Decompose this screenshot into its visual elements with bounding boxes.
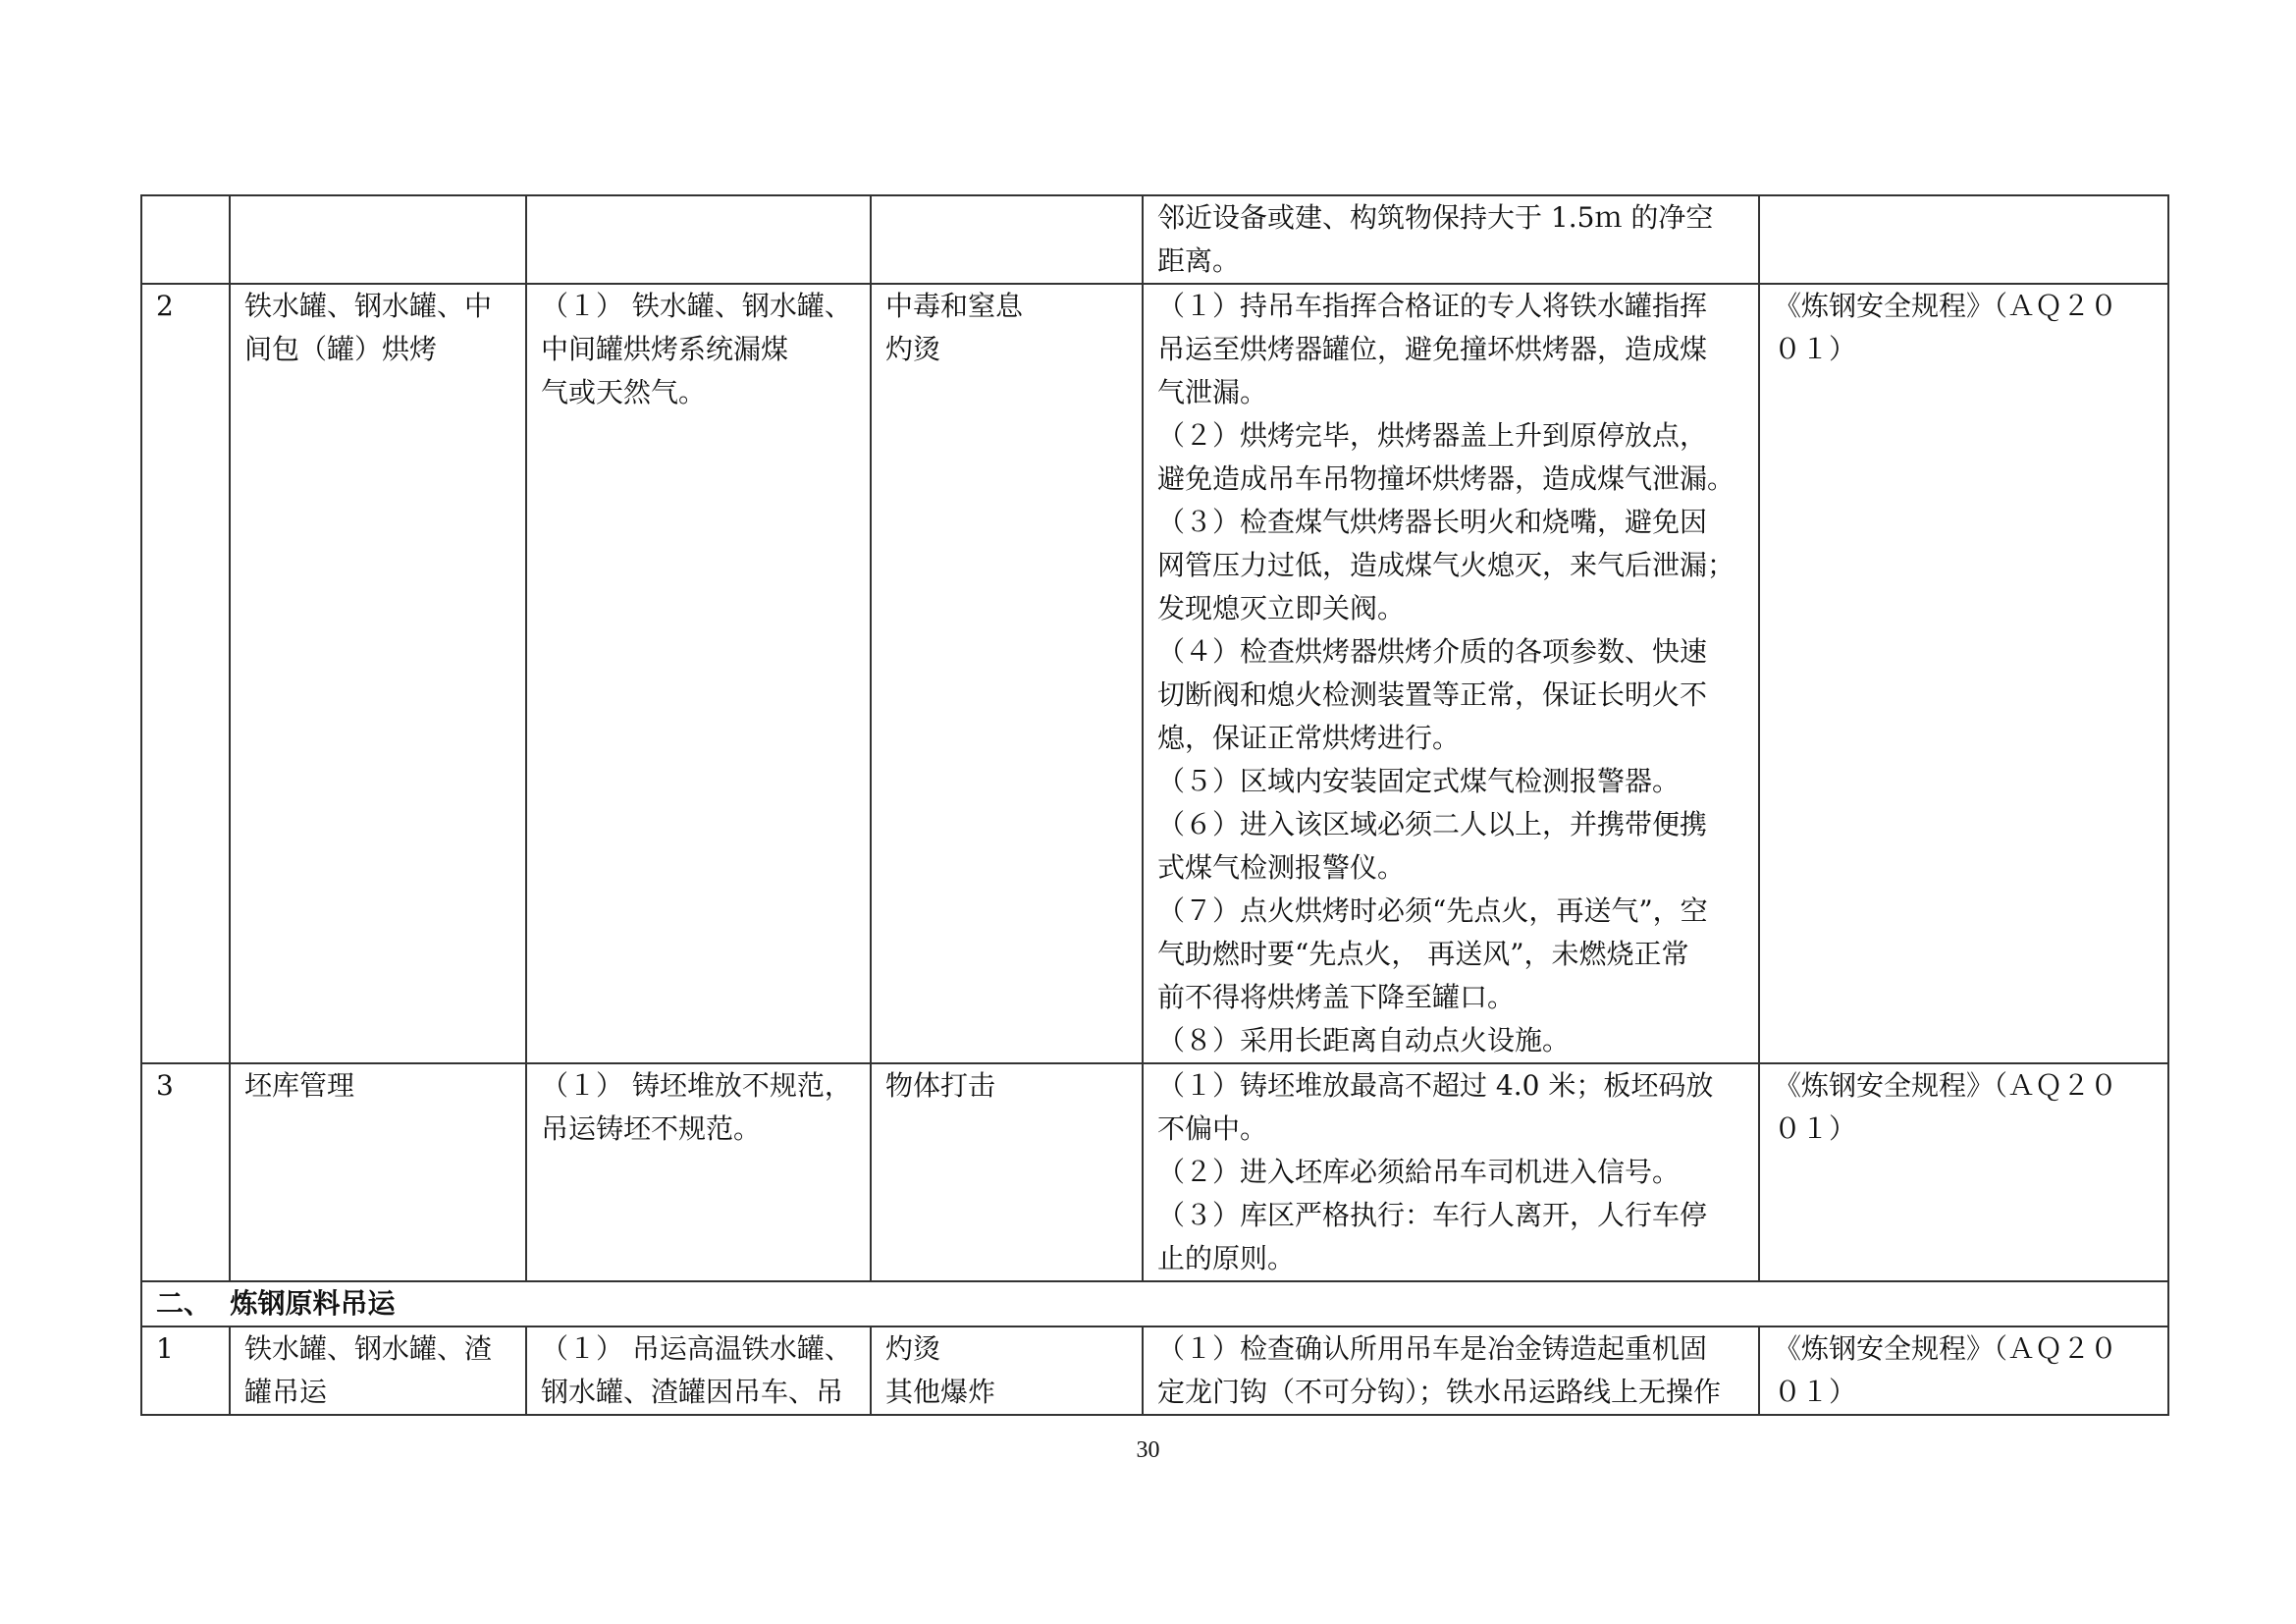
text-line: （６）进入该区域必须二人以上，并携带便携 [1157, 808, 1708, 840]
cell-basis [1759, 1063, 2168, 1281]
text-line: 切断阀和熄火检测装置等正常，保证长明火不 [1157, 678, 1708, 711]
text-line: 钢水罐、渣罐因吊车、吊 [541, 1376, 844, 1408]
text-line: 物体打击 [885, 1069, 996, 1102]
text-line: 吊运铸坯不规范。 [541, 1112, 762, 1145]
cell-accident [871, 1063, 1143, 1281]
text-line: （７）点火烘烤时必须“先点火，再送气”，空 [1157, 894, 1708, 927]
cell-measures [1143, 284, 1759, 1063]
text-line: 其他爆炸 [885, 1376, 996, 1408]
text-line: 坯库管理 [244, 1069, 355, 1102]
text-line: （３）检查煤气烘烤器长明火和烧嘴，避免因 [1157, 506, 1708, 538]
text-line: 《炼钢安全规程》（ＡＱ２０ [1774, 290, 2118, 322]
cell-num [141, 1326, 230, 1415]
cell-basis [1759, 1326, 2168, 1415]
cell-accident [871, 195, 1143, 284]
section-header-row [141, 1281, 2168, 1326]
section-title [141, 1281, 2168, 1326]
row-number: 3 [156, 1069, 174, 1102]
cell-measures [1143, 1063, 1759, 1281]
table-row-2 [141, 284, 2168, 1063]
text-line: （２）进入坯库必须給吊车司机进入信号。 [1157, 1156, 1681, 1188]
text-line: 前不得将烘烤盖下降至罐口。 [1157, 981, 1516, 1013]
text-line: 邻近设备或建、构筑物保持大于 1.5ｍ 的净空 [1157, 201, 1714, 234]
text-line: 网管压力过低，造成煤气火熄灭，来气后泄漏； [1157, 549, 1735, 581]
text-line: 气或天然气。 [541, 376, 707, 408]
text-line: 气泄漏。 [1157, 376, 1268, 408]
cell-item [230, 195, 526, 284]
page-number: 30 [1136, 1437, 1160, 1463]
row-number: 2 [156, 290, 174, 322]
table-row-continuation [141, 195, 2168, 284]
text-line: 不偏中。 [1157, 1112, 1268, 1145]
text-line: 式煤气检测报警仪。 [1157, 851, 1406, 884]
cell-item [230, 1326, 526, 1415]
row-number: 1 [156, 1332, 174, 1365]
section-label: 二、 炼钢原料吊运 [156, 1287, 396, 1320]
text-line: （４）检查烘烤器烘烤介质的各项参数、快速 [1157, 635, 1708, 668]
text-line: （１）持吊车指挥合格证的专人将铁水罐指挥 [1157, 290, 1708, 322]
text-line: 吊运至烘烤器罐位，避免撞坏烘烤器，造成煤 [1157, 333, 1708, 365]
cell-hazard-source [526, 1063, 871, 1281]
text-line: 中毒和窒息 [885, 290, 1024, 322]
table-row-3 [141, 1063, 2168, 1281]
cell-hazard-source [526, 195, 871, 284]
text-line: （１）检查确认所用吊车是冶金铸造起重机固 [1157, 1332, 1708, 1365]
text-line: （１） 铁水罐、钢水罐、 [541, 290, 852, 322]
text-line: （１）铸坯堆放最高不超过 4.0 米；板坯码放 [1157, 1069, 1714, 1102]
cell-hazard-source [526, 284, 871, 1063]
cell-basis [1759, 284, 2168, 1063]
text-line: 熄，保证正常烘烤进行。 [1157, 722, 1461, 754]
text-line: 气助燃时要“先点火， 再送风”，未燃烧正常 [1157, 938, 1689, 970]
text-line: ０１） [1774, 1112, 1857, 1145]
text-line: 距离。 [1157, 244, 1241, 277]
cell-num [141, 1063, 230, 1281]
text-line: 灼烫 [885, 1332, 941, 1365]
cell-num [141, 195, 230, 284]
cell-accident [871, 284, 1143, 1063]
text-line: 《炼钢安全规程》（ＡＱ２０ [1774, 1069, 2118, 1102]
table-row-s2-1 [141, 1326, 2168, 1415]
cell-basis [1759, 195, 2168, 284]
text-line: （１） 吊运高温铁水罐、 [541, 1332, 852, 1365]
text-line: 铁水罐、钢水罐、渣 [244, 1332, 493, 1365]
cell-measures [1143, 1326, 1759, 1415]
text-line: 发现熄灭立即关阀。 [1157, 592, 1406, 624]
text-line: ０１） [1774, 1376, 1857, 1408]
text-line: ０１） [1774, 333, 1857, 365]
cell-item [230, 284, 526, 1063]
cell-accident [871, 1326, 1143, 1415]
safety-measures-table [140, 194, 2169, 1416]
cell-item [230, 1063, 526, 1281]
text-line: 避免造成吊车吊物撞坏烘烤器，造成煤气泄漏。 [1157, 462, 1735, 495]
text-line: 铁水罐、钢水罐、中 [244, 290, 493, 322]
cell-hazard-source [526, 1326, 871, 1415]
cell-measures [1143, 195, 1759, 284]
text-line: 止的原则。 [1157, 1242, 1296, 1274]
text-line: 间包（罐）烘烤 [244, 333, 438, 365]
text-line: （３）库区严格执行：车行人离开，人行车停 [1157, 1199, 1708, 1231]
text-line: 《炼钢安全规程》（ＡＱ２０ [1774, 1332, 2118, 1365]
cell-num [141, 284, 230, 1063]
text-line: 定龙门钩（不可分钩）；铁水吊运路线上无操作 [1157, 1376, 1722, 1408]
text-line: 灼烫 [885, 333, 941, 365]
text-line: 中间罐烘烤系统漏煤 [541, 333, 789, 365]
text-line: （８）采用长距离自动点火设施。 [1157, 1024, 1571, 1056]
text-line: （２）烘烤完毕，烘烤器盖上升到原停放点， [1157, 419, 1708, 452]
text-line: （５）区域内安装固定式煤气检测报警器。 [1157, 765, 1681, 797]
text-line: （１） 铸坯堆放不规范， [541, 1069, 852, 1102]
text-line: 罐吊运 [244, 1376, 328, 1408]
